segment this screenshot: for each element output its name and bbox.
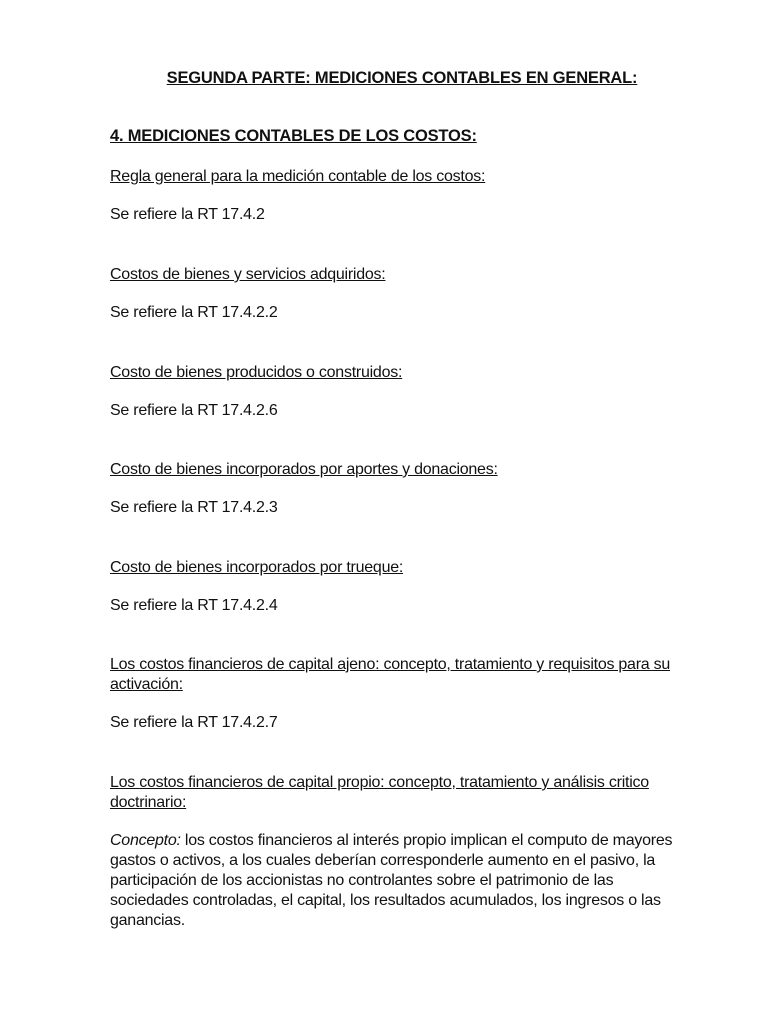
item-reference-6: Se refiere la RT 17.4.2.7	[110, 714, 278, 731]
item-heading-4: Costo de bienes incorporados por aportes y donaciones:	[110, 461, 498, 478]
page-title: SEGUNDA PARTE: MEDICIONES CONTABLES EN GENERAL:	[166, 69, 638, 87]
section-heading: 4. MEDICIONES CONTABLES DE LOS COSTOS:	[110, 127, 477, 145]
item-heading-6: Los costos financieros de capital ajeno: concepto, tratamiento y requisitos para su activación:	[110, 656, 671, 693]
item-reference-4: Se refiere la RT 17.4.2.3	[110, 499, 278, 516]
item-reference-1: Se refiere la RT 17.4.2	[110, 206, 265, 223]
item-heading-2: Costos de bienes y servicios adquiridos:	[110, 266, 386, 283]
item-heading-1: Regla general para la medición contable de los costos:	[110, 168, 486, 185]
item-heading-3: Costo de bienes producidos o construidos:	[110, 364, 403, 381]
concept-label: Concepto:	[110, 832, 181, 849]
concept-paragraph	[110, 831, 690, 931]
item-reference-5: Se refiere la RT 17.4.2.4	[110, 597, 278, 614]
item-reference-2: Se refiere la RT 17.4.2.2	[110, 304, 278, 321]
item-reference-3: Se refiere la RT 17.4.2.6	[110, 402, 278, 419]
item-heading-7: Los costos financieros de capital propio: concepto, tratamiento y análisis critico doctrinario:	[110, 774, 649, 811]
concept-text: los costos financieros al interés propio implican el computo de mayores gastos o activos, a los cuales deberían corresponderle aumento en el pasivo, la participación de los accionistas no controlantes sobre el patrimonio de las sociedades controladas, el capital, los resultados acumulados, los ingresos o las ganancias.	[110, 832, 673, 929]
item-heading-5: Costo de bienes incorporados por trueque:	[110, 559, 404, 576]
